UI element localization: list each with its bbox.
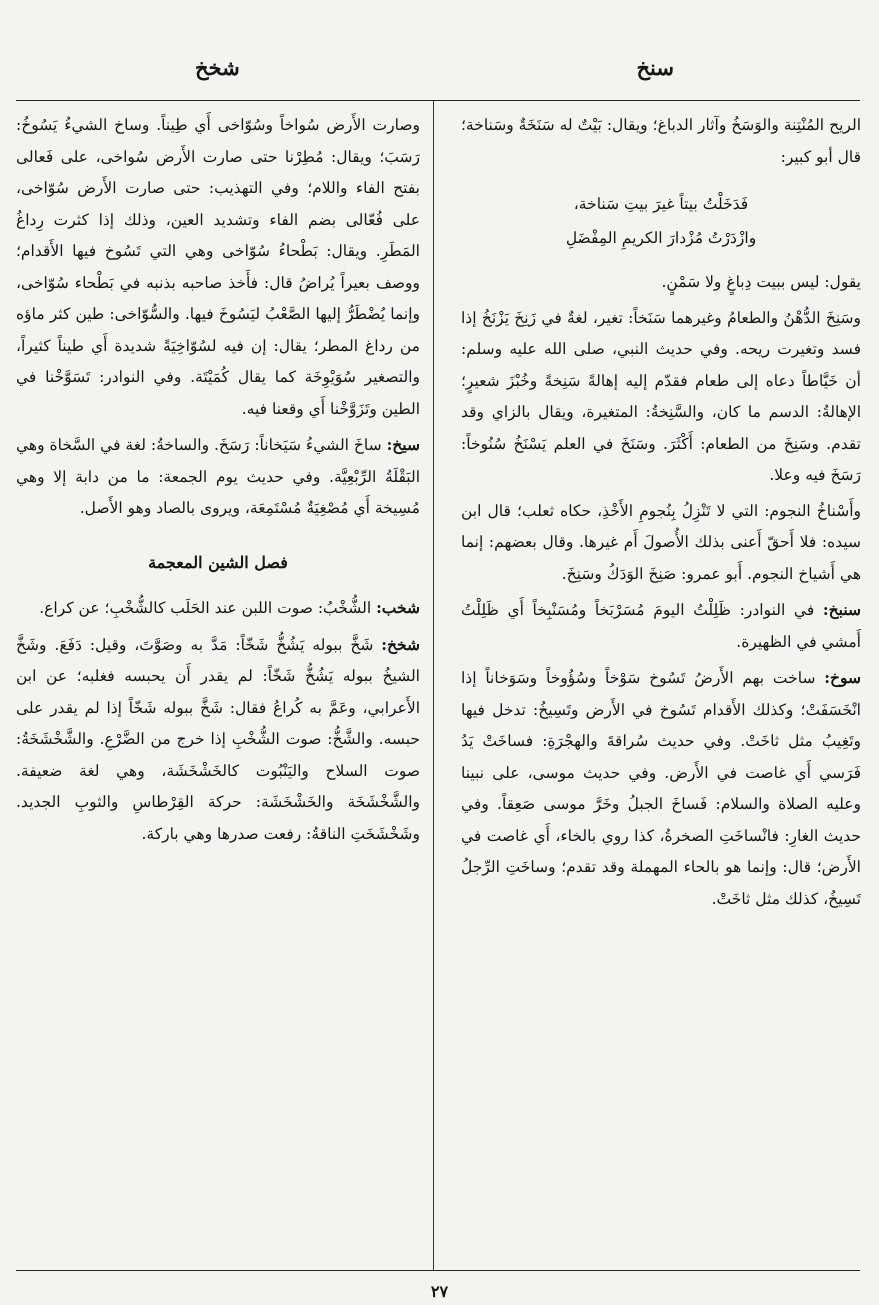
entry-text: وسَنِخَ الدُّهْنُ والطعامُ وغيرهما سَنَخاً: تغير، لغةٌ في زَنِخَ يَزْنَخُ إذا فسد وتغيرت ريحه. وفي حديث النبي، صلى الله عليه وسلم: أن خَيَّاطاً دعاه إلى طعام فقدّم إليه إهالةً سَنِخةً وخُبْزَ شعيرٍ؛ الإهالةُ: الدسم ما كان، والسَّنِخةُ: المتغيرة، ويقال بالزاي وقد تقدم. وسَنِخَ من الطعام: أَكْثَرَ. وسَنَخَ في العلم يَسْنَخُ سُنُوخاً: رَسَخَ فيه وعلا.	[461, 308, 861, 484]
entry-text: وأَسْناخُ النجوم: التي لا تَنْزِلُ بِنُجومِ الأَخْذِ، حكاه ثعلب؛ قال ابن سيده: فلا أَحقّ أَعنى بذلك الأُصولَ أَم غيرها. وقال بعضهم: إنما هي أَشياخ النجوم. أَبو عمرو: صَنِخَ الوَدَكُ وسَنِخَ.	[461, 501, 861, 583]
entry-headword: شخخ:	[381, 634, 420, 654]
header-rule	[16, 100, 860, 101]
entry-sanbakh	[461, 594, 861, 658]
entry-shakhakh	[16, 629, 420, 851]
entry-saykh	[16, 429, 420, 525]
entry-headword: سنبخ:	[822, 600, 861, 619]
entry-headword: شخب:	[376, 598, 420, 617]
right-column	[461, 110, 861, 919]
entry-body: في النوادر: ظَلِلْتُ اليومَ مُسَرْبَخاً ومُسَنْبِخاً أَي ظَلِلْتُ أَمشي في الظهيرة.	[461, 601, 861, 651]
entry-headword: سيخ:	[386, 435, 420, 454]
running-headword-left: شخخ	[195, 55, 240, 80]
entry-headword: سوخ:	[824, 668, 861, 687]
entry-text: وصارت الأَرض سُواخاً وسُوّاخى أَي طِيناً. وساخ الشيءُ يَسُوخُ: رَسَبَ؛ ويقال: مُطِرْنا حتى صارت الأَرض سُواخى، على فَعالى بفتح الفاء واللام؛ وفي التهذيب: حتى صارت الأَرض سُوّاخى، على فُعّالى بضم الفاء وتشديد العين، وذلك إذا كثرت رِداغُ المَطَرِ. ويقال: بَطْحاءُ سُوّاخى وهي التي تَسُوخ فيها الأَقدام؛ ووصف بعيراً يُراضُ قال: فأَخذ صاحبه بذنبه في بَطْحاء سُوّاخى، وإنما يُضْطَرُّ إليها الصَّعْبُ ليَسُوخَ فيها. والسُّوّاخى: طين كثر ماؤه من رداغ المطر؛ يقال: إن فيه لسُوّاخِيَةً شديدة أَي طيناً كثيراً، والتصغير سُوَيْوِخَة كما يقال كُمَيْتَة. وفي النوادر: تَسَوَّخْنا في الطين وتَزَوَّخْنا أَي وقعنا فيه.	[16, 116, 420, 418]
running-headword-right: سنخ	[636, 55, 674, 80]
poem-line: وازْدَرْتُ مُزْدارَ الكريمِ المِفْضَلِ	[565, 229, 757, 247]
entry-body: الشُّخْبُ: صوت اللبن عند الحَلَب كالشُّخْبِ؛ عن كراع.	[39, 599, 372, 617]
entry-body: ساخَ الشيءُ سَيَخاناً: رَسَخَ. والساخةُ: لغة في السَّخاة وهي البَقْلَةُ الرِّبْعِيَّة. وفي حديث يوم الجمعة: ما من دابة إلا وهي مُسِيخة أَي مُصْغِيَةٌ مُسْتَمِعَة، ويروى بالصاد وهو الأَصل.	[16, 436, 420, 517]
entry-shakhab	[16, 592, 420, 625]
entry-text: يقول: ليس ببيت دِباغٍ ولا سَمْنٍ.	[661, 273, 861, 291]
poem-verse	[461, 187, 861, 255]
entry-body: ساخت بهم الأَرضُ تَسُوخ سَوْخاً وسُؤُوخاً وسَوَخاناً إذا انْخَسَفَتْ؛ وكذلك الأَقدام تَسُوخ في الأَرض وتَسِيخُ: تدخل فيها وتَغِيبُ مثل ثاخَتْ. وفي حديث سُراقةَ والهجْرَةِ: فساخَتْ يَدُ فَرَسي أَي غاصت في الأَرض. وفي حديث موسى، على نبينا وعليه الصلاة والسلام: فَساخَ الجبلُ وخَرَّ موسى صَعِقاً. وفي حديث الغارِ: فانْساخَتِ الصخرةُ، كذا روي بالخاء، أَي غاصت في الأَرض؛ قال: وإنما هو بالحاء المهملة وقد تقدم؛ وساخَتِ الرِّجلُ تَسِيخُ، كذلك مثل ثاخَتْ.	[461, 669, 861, 908]
entry-text: الريح المُنْتِنة والوَسَخُ وآثار الدباغ؛ ويقال: بَيْتٌ له سَنَخَةٌ وسَناخة؛ قال أبو كبير:	[461, 116, 861, 166]
page-header	[0, 55, 879, 95]
left-column	[16, 110, 420, 854]
section-title: فصل الشين المعجمة	[148, 552, 288, 572]
page-number: ٢٧	[430, 1282, 449, 1301]
entry-body: شَخَّ ببوله يَشُخُّ شَخّاً: مَدَّ به وصَوَّتَ، وقيل: دَفَعَ. وشَخَّ الشيخُ ببوله يَشُخُّ شَخّاً: لم يقدر أَن يحبسه فغلبه؛ عن ابن الأَعرابي، وعَمَّ به كُراعُ فقال: شَخَّ ببوله شَخّاً إذا لم يقدر على حبسه. والشَّخُّ: صوت الشُّخْبِ إذا خرج من الضَّرْعِ. والشَّخْشَخَةُ: صوت السلاح واليَنْبُوت كالخَشْخَشَة، وهي لغة ضعيفة. والشَّخْشَخَة والخَشْخَشَة: حركة القِرْطاسِ والثوبِ الجديد. وشَخْشَخَتِ الناقةُ: رفعت صدرها وهي باركة.	[16, 635, 420, 843]
poem-line: فَدَخَلْتُ بيتاً غيرَ بيتِ سَناخة،	[573, 195, 749, 213]
footer-rule	[16, 1270, 860, 1271]
entry-sawakh	[461, 662, 861, 915]
column-separator	[433, 101, 434, 1270]
